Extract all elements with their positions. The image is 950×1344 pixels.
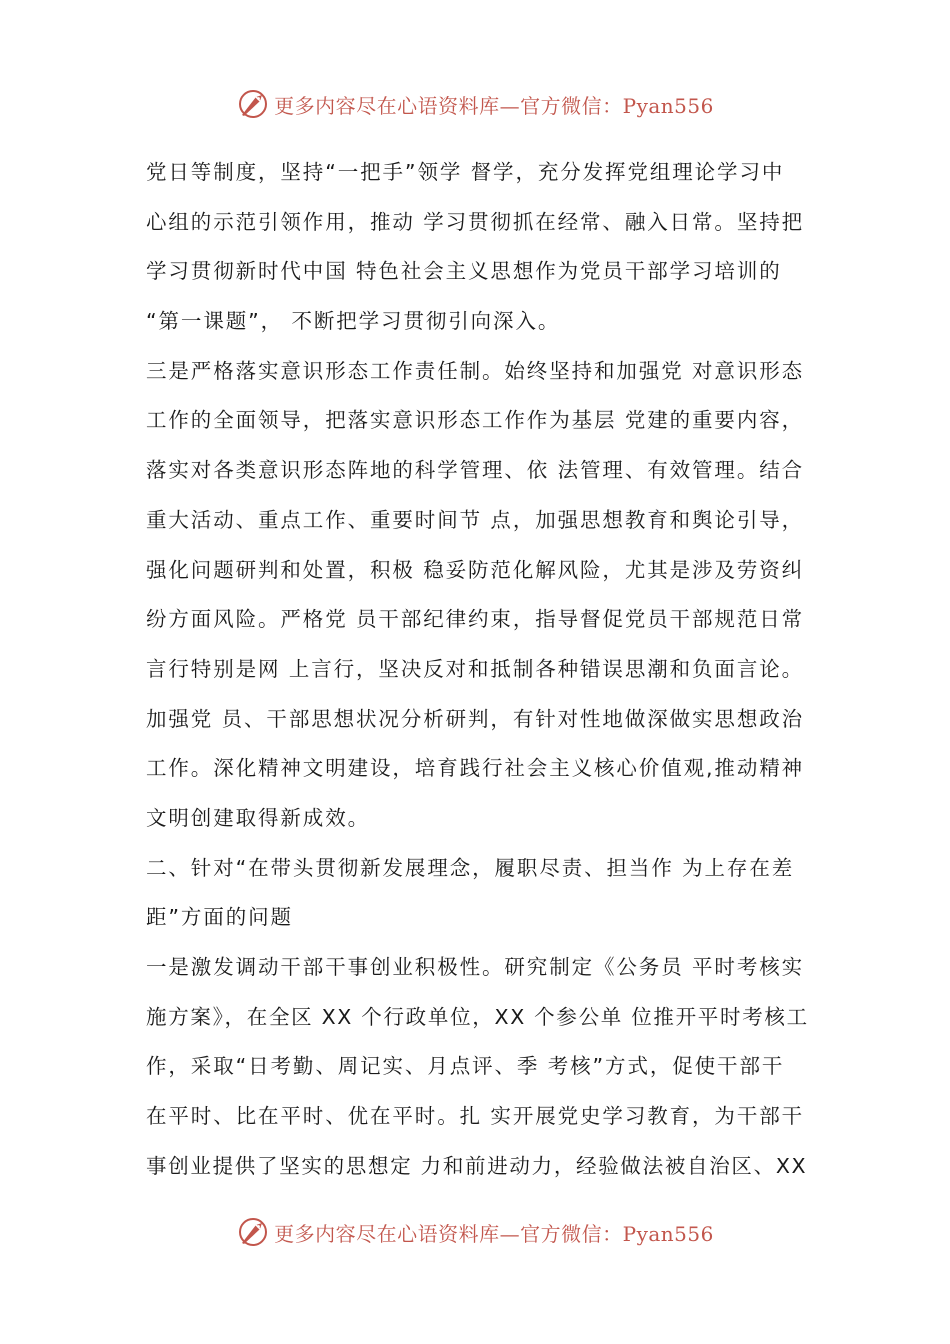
text-line: 三是严格落实意识形态工作责任制。始终坚持和加强党 对意识形态: [146, 358, 805, 383]
text-line: 党日等制度，坚持“一把手”领学 督学，充分发挥党组理论学习中: [146, 160, 785, 184]
text-line: 工作的全面领导，把落实意识形态工作作为基层 党建的重要内容，: [146, 408, 805, 433]
pen-nib-logo-icon: [236, 1215, 270, 1249]
text-line: 学习贯彻新时代中国 特色社会主义思想作为党员干部学习培训的: [146, 259, 782, 284]
text-line: 强化问题研判和处置，积极 稳妥防范化解风险，尤其是涉及劳资纠: [146, 557, 805, 582]
document-body: [146, 148, 810, 1191]
text-line: 加强党 员、干部思想状况分析研判，有针对性地做深做实思想政治: [146, 706, 805, 731]
text-line: 工作。深化精神文明建设，培育践行社会主义核心价值观,推动精神: [146, 756, 805, 781]
text-line: 在平时、比在平时、优在平时。扎 实开展党史学习教育，为干部干: [146, 1104, 805, 1129]
text-line: 距”方面的问题: [146, 905, 293, 930]
pen-nib-logo-icon: [236, 87, 270, 121]
footer-watermark-group: [236, 1215, 714, 1249]
footer-watermark-text: 更多内容尽在心语资料库—官方微信：Pyan556: [274, 1221, 714, 1246]
footer-watermark: [0, 1212, 950, 1252]
text-line: 重大活动、重点工作、重要时间节 点，加强思想教育和舆论引导，: [146, 507, 805, 532]
header-watermark: [0, 84, 950, 124]
text-line: 事创业提供了坚实的思想定 力和前进动力，经验做法被自治区、XX: [146, 1153, 808, 1178]
text-line: 纷方面风险。严格党 员干部纪律约束，指导督促党员干部规范日常: [146, 607, 805, 632]
header-watermark-text: 更多内容尽在心语资料库—官方微信：Pyan556: [274, 93, 714, 118]
text-line: 一是激发调动干部干事创业积极性。研究制定《公务员 平时考核实: [146, 955, 805, 979]
text-line: 心组的示范引领作用，推动 学习贯彻抓在经常、融入日常。坚持把: [146, 209, 805, 234]
text-line: 文明创建取得新成效。: [146, 805, 370, 830]
text-line: “第一课题”， 不断把学习贯彻引向深入。: [146, 309, 561, 334]
text-line: 二、针对“在带头贯彻新发展理念，履职尽责、担当作 为上存在差: [146, 855, 795, 880]
text-line: 作，采取“日考勤、周记实、月点评、季 考核”方式，促使干部干: [146, 1054, 785, 1079]
text-line: 言行特别是网 上言行，坚决反对和抵制各种错误思潮和负面言论。: [146, 656, 805, 681]
text-line: 落实对各类意识形态阵地的科学管理、依 法管理、有效管理。结合: [146, 458, 805, 483]
header-watermark-group: [236, 87, 714, 121]
text-line: 施方案》，在全区 XX 个行政单位，XX 个参公单 位推开平时考核工: [146, 1004, 809, 1029]
